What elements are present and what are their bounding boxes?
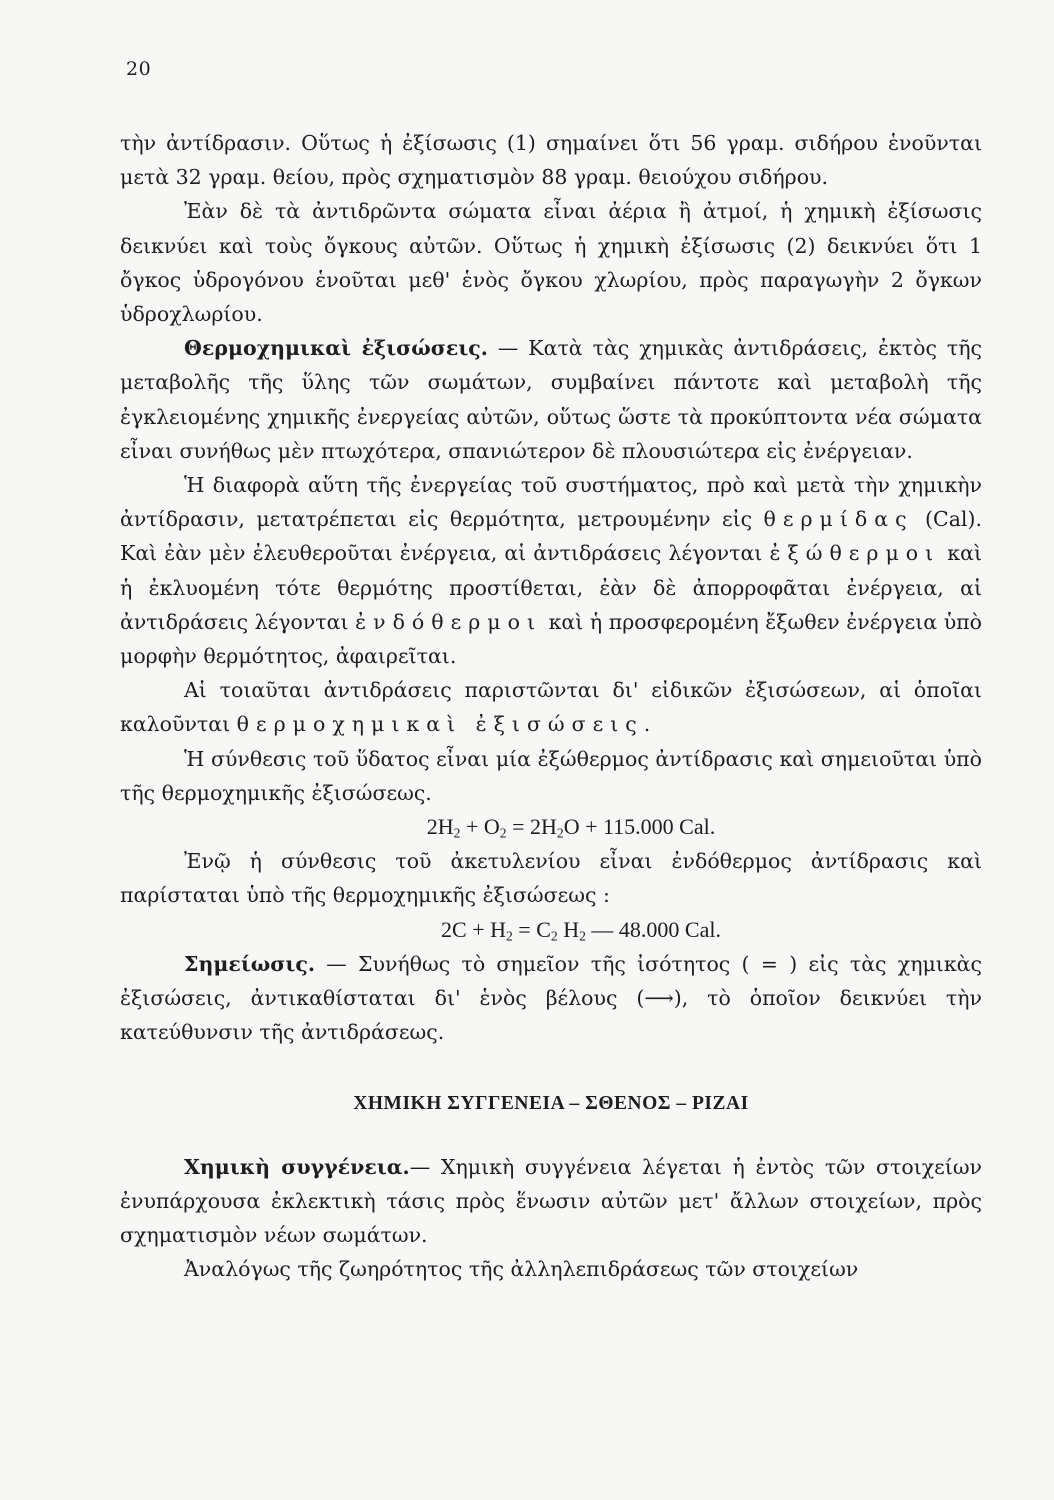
- paragraph: Ἀναλόγως τῆς ζωηρότητος τῆς ἀλληλεπιδράσεως τῶν στοιχείων: [184, 1257, 859, 1282]
- spaced-term: ἐξώθερμοι: [769, 541, 941, 566]
- paragraph: [120, 331, 982, 468]
- equation-water: [120, 810, 982, 844]
- equation-subscript: 2: [556, 825, 564, 841]
- spaced-term: ἐνδόθερμοι: [355, 609, 542, 634]
- equation-acetylene: [120, 913, 982, 947]
- paragraph-text: καὶ ἡ ἐκλυομένη τότε θερμότης προστίθεται, ἐὰν δὲ ἀπορροφᾶται ἐνέργεια, αἱ ἀντιδράσεις λέγονται: [120, 541, 982, 634]
- equation-text: 2H: [426, 814, 454, 840]
- equation-subscript: 2: [550, 928, 558, 944]
- section-heading: ΧΗΜΙΚΗ ΣΥΓΓΕΝΕΙΑ – ΣΘΕΝΟΣ – ΡΙΖΑΙ: [353, 1093, 749, 1115]
- paragraph: τὴν ἀντίδρασιν. Οὕτως ἡ ἐξίσωσις (1) σημαίνει ὅτι 56 γραμ. σιδήρου ἑνοῦνται μετὰ 32 γραμ. θείου, πρὸς σχηματισμὸν 88 γραμ. θειούχου σιδήρου.: [120, 131, 982, 190]
- run-in-heading: Χημικὴ συγγένεια.: [184, 1154, 410, 1179]
- paragraph-text: Αἱ τοιαῦται ἀντιδράσεις παριστῶνται δι' εἰδικῶν ἐξισώσεων, αἱ ὁποῖαι καλοῦνται: [120, 678, 982, 737]
- equation-text: 2C + H: [441, 916, 506, 942]
- run-in-heading: Θερμοχημικαὶ ἐξισώσεις.: [184, 336, 488, 361]
- equation-text: = C: [512, 916, 551, 942]
- paragraph-text: — Χημικὴ συγγένεια λέγεται ἡ ἐντὸς τῶν στοιχείων ἐνυπάρχουσα ἐκλεκτικὴ τάσις πρὸς ἕνωσιν αὐτῶν μετ' ἄλλων στοιχείων, πρὸς σχηματισμὸν νέων σωμάτων.: [120, 1154, 982, 1248]
- paragraph: [120, 1150, 982, 1253]
- paragraph: Ἐνῷ ἡ σύνθεσις τοῦ ἀκετυλενίου εἶναι ἐνδόθερμος ἀντίδρασις καὶ παρίσταται ὑπὸ τῆς θερμοχημικῆς ἐξισώσεως :: [120, 849, 982, 908]
- paragraph: Ἐὰν δὲ τὰ ἀντιδρῶντα σώματα εἶναι ἀέρια ἢ ἀτμοί, ἡ χημικὴ ἐξίσωσις δεικνύει καὶ τοὺς ὄγκους αὐτῶν. Οὕτως ἡ χημικὴ ἐξίσωσις (2) δεικνύει ὅτι 1 ὄγκος ὑδρογόνου ἑνοῦται μεθ' ἑνὸς ὄγκου χλωρίου, πρὸς παραγωγὴν 2 ὄγκων ὑδροχλωρίου.: [120, 199, 982, 327]
- paragraph: [120, 673, 982, 741]
- page-number: 20: [126, 58, 152, 80]
- equation-text: + O: [460, 814, 500, 840]
- equation-subscript: 2: [499, 825, 507, 841]
- paragraph-text: (Cal). Καὶ ἐὰν μὲν ἐλευθεροῦται ἐνέργεια, αἱ ἀντιδράσεις λέγονται: [120, 507, 982, 566]
- paragraph-text: καὶ ἡ προσφερομένη ἔξωθεν ἐνέργεια ὑπὸ μορφὴν θερμότητος, ἀφαιρεῖται.: [120, 609, 982, 669]
- equation-text: H: [557, 916, 580, 942]
- spaced-term: θερμοχημικαὶ ἐξισώσεις: [236, 712, 644, 737]
- paragraph-text: Ἡ διαφορὰ αὕτη τῆς ἐνεργείας τοῦ συστήματος, πρὸ καὶ μετὰ τὴν χημικὴν ἀντίδρασιν, μετατρέπεται εἰς θερμότητα, μετρουμένην εἰς: [120, 473, 982, 532]
- equation-text: = 2H: [506, 814, 557, 840]
- page-body: [120, 126, 982, 1287]
- equation-subscript: 2: [505, 928, 513, 944]
- paragraph: Ἡ σύνθεσις τοῦ ὕδατος εἶναι μία ἐξώθερμος ἀντίδρασις καὶ σημειοῦται ὑπὸ τῆς θερμοχημικῆς ἐξισώσεως.: [120, 746, 982, 805]
- equation-subscript: 2: [579, 928, 586, 944]
- paragraph: [120, 468, 982, 673]
- paragraph: [120, 947, 982, 1050]
- equation-subscript: 2: [453, 825, 461, 841]
- paragraph-text: — Συνήθως τὸ σημεῖον τῆς ἰσότητος ( = ) εἰς τὰς χημικὰς ἐξισώσεις, ἀντικαθίσταται δι' ἑνὸς βέλους (⟶), τὸ ὁποῖον δεικνύει τὴν κατεύθυνσιν τῆς ἀντιδράσεως.: [120, 951, 982, 1045]
- paragraph-text: .: [643, 712, 651, 737]
- run-in-heading: Σημείωσις.: [184, 951, 315, 976]
- spaced-term: θερμίδας: [763, 507, 914, 532]
- equation-text: — 48.000 Cal.: [585, 916, 721, 942]
- equation-text: O + 115.000 Cal.: [563, 814, 716, 840]
- paragraph-text: — Κατὰ τὰς χημικὰς ἀντιδράσεις, ἐκτὸς τῆς μεταβολῆς τῆς ὕλης τῶν σωμάτων, συμβαίνει πάντοτε καὶ μεταβολὴ τῆς ἐγκλειομένης χημικῆς ἐνεργείας αὐτῶν, οὕτως ὥστε τὰ προκύπτοντα νέα σώματα εἶναι συνήθως μὲν πτωχότερα, σπανιώτερον δὲ πλουσιώτερα εἰς ἐνέργειαν.: [120, 336, 982, 463]
